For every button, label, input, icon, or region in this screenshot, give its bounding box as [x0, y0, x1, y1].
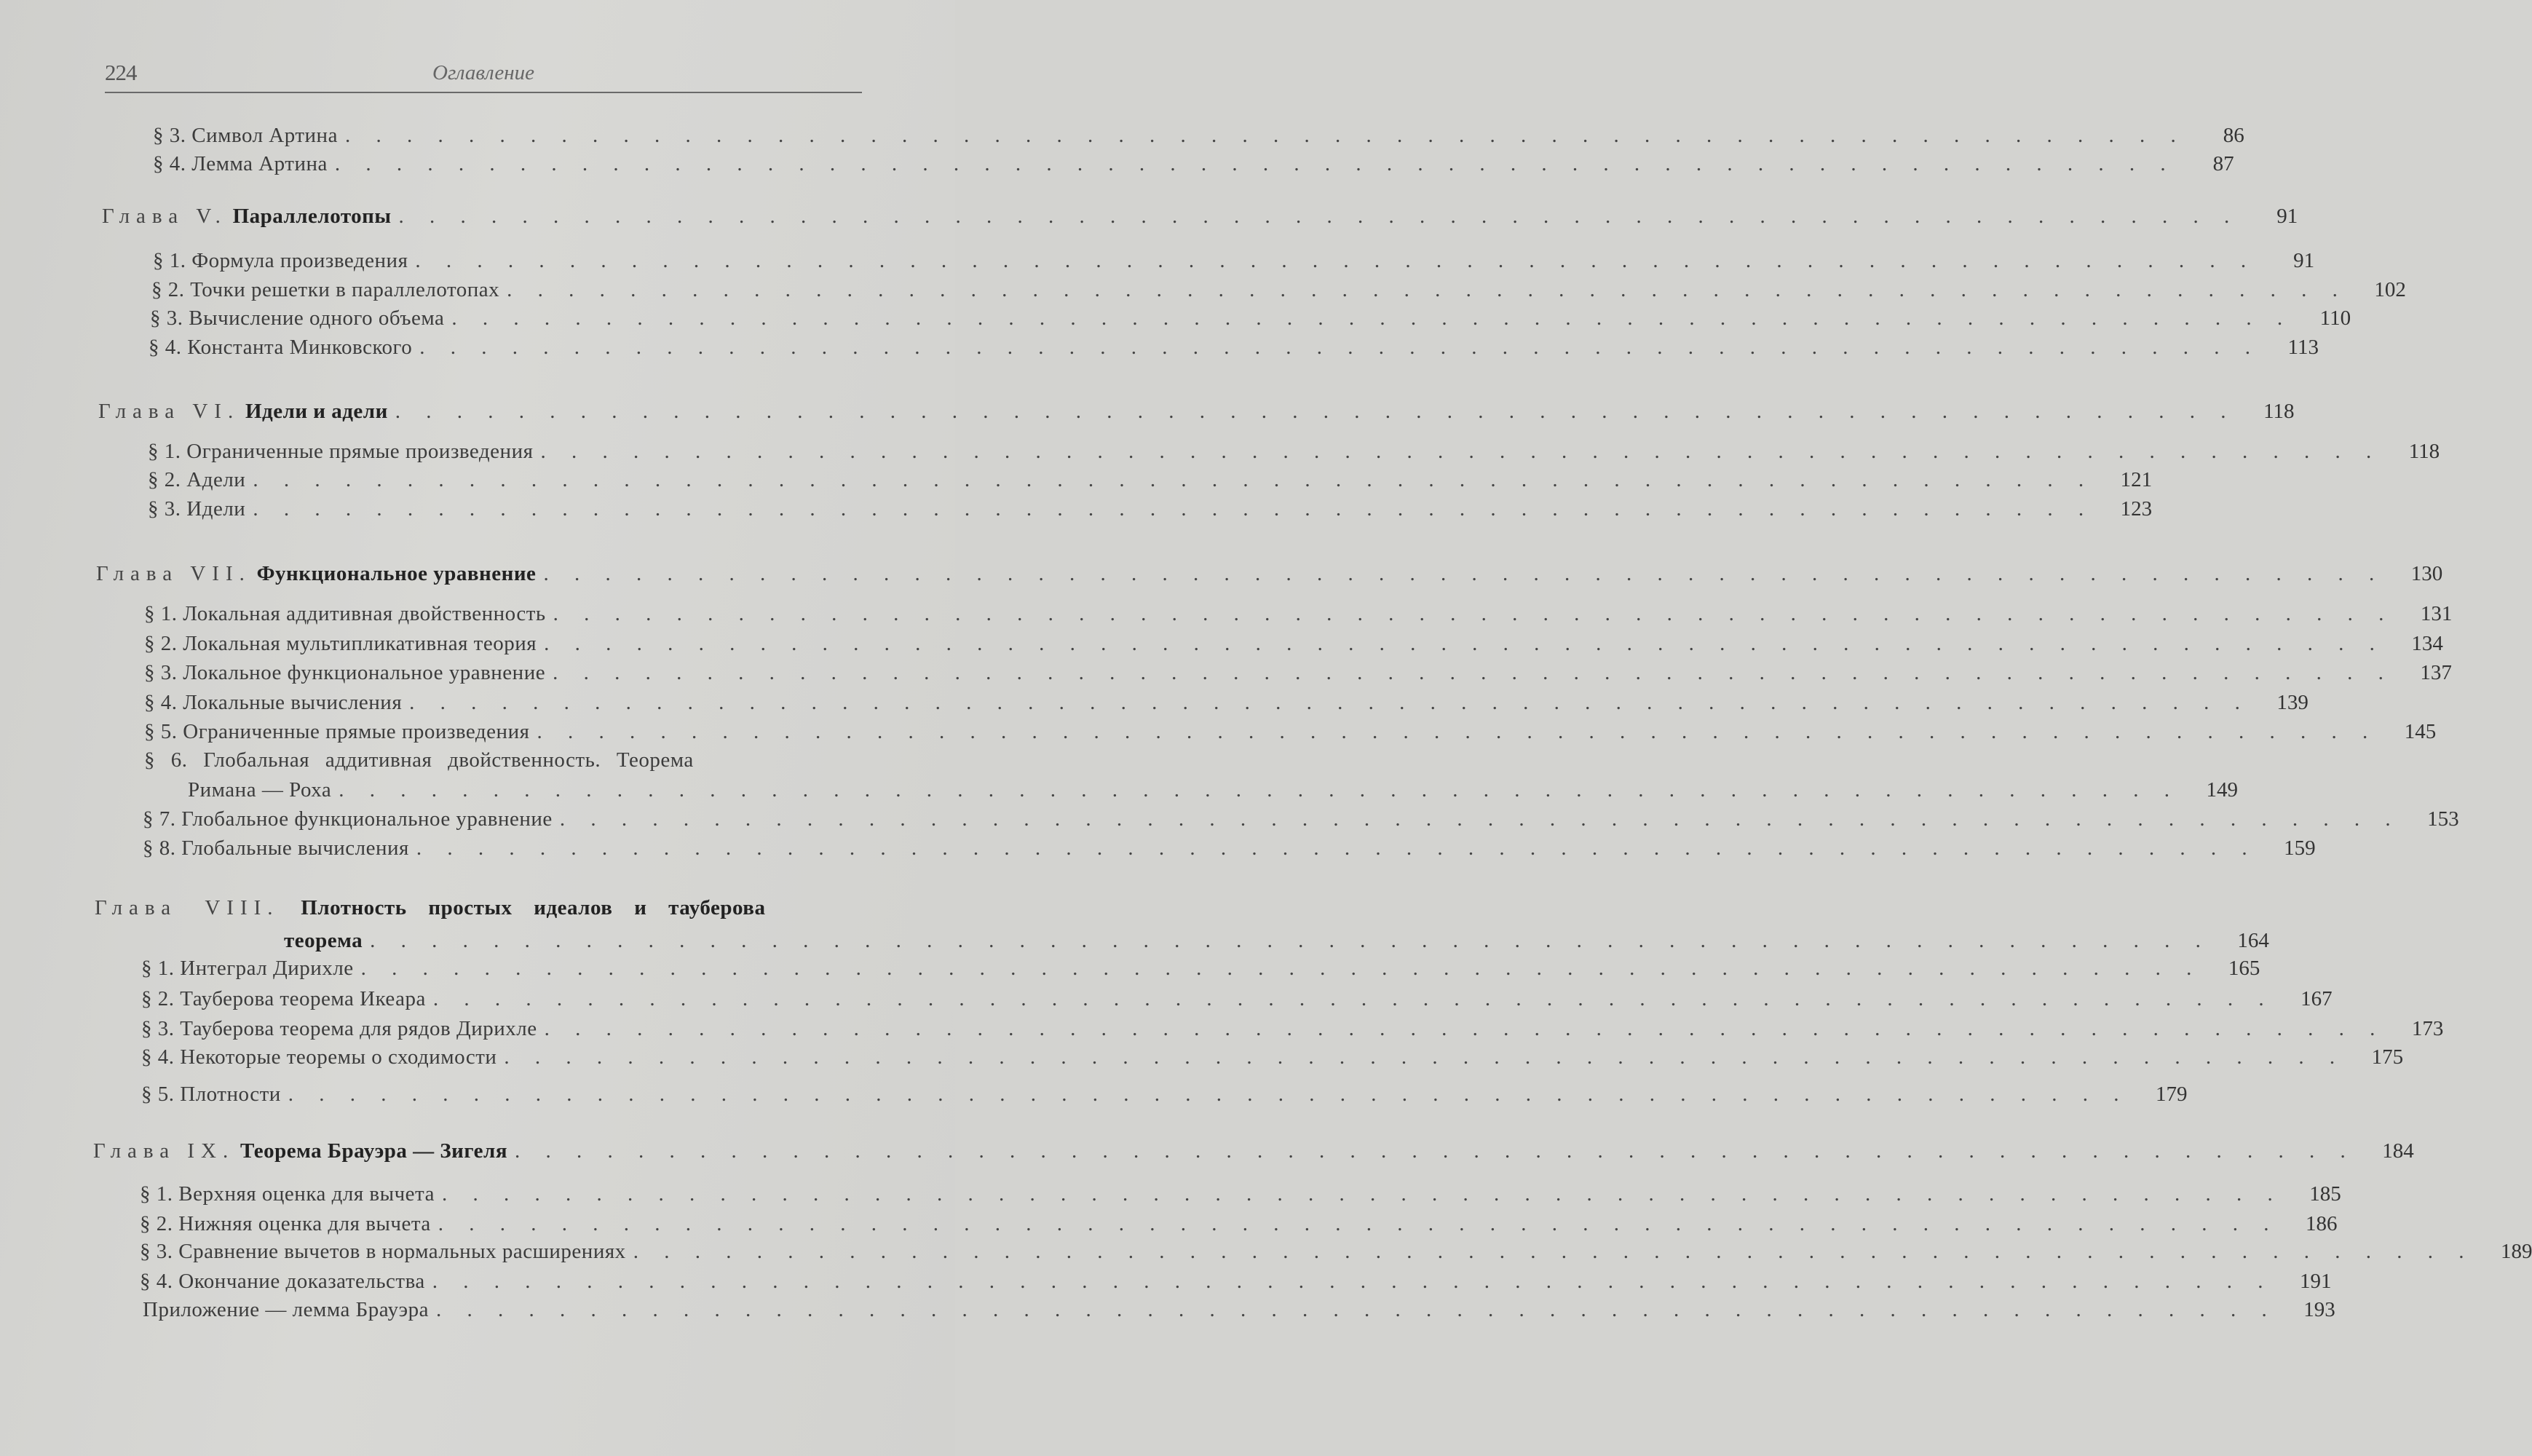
dot-leader: . . . . . . . . . . . . . . . . . . . . . . . . . . . . . . . . . . . . . . . . . . . . . . . . . . . . . . . . . . . . [438, 1212, 2279, 1235]
entry-label [148, 468, 245, 492]
toc-entry [153, 249, 2315, 278]
dot-leader: . . . . . . . . . . . . . . . . . . . . . . . . . . . . . . . . . . . . . . . . . . . . . . . . . . . . . . . . . . . . [398, 205, 2240, 228]
section-title: § 5. Плотности [141, 1083, 281, 1106]
page-ref: 86 [2223, 124, 2244, 147]
toc-entry [151, 278, 2406, 307]
toc-entry [140, 1182, 2341, 1211]
dot-leader: . . . . . . . . . . . . . . . . . . . . . . . . . . . . . . . . . . . . . . . . . . . . . . . . . . . . . . . . . . . . [370, 929, 2211, 952]
toc-entry [143, 836, 2316, 866]
page-ref: 137 [2420, 661, 2452, 684]
entry-label [144, 691, 402, 715]
toc-entry [144, 748, 866, 778]
toc-entry [153, 124, 2244, 153]
page-ref: 118 [2408, 440, 2440, 463]
entry-label [151, 278, 499, 302]
page-number: 224 [105, 60, 137, 85]
entry-label [141, 1083, 281, 1107]
toc-entry [141, 1017, 2444, 1046]
section-title: § 5. Ограниченные прямые произведения [144, 720, 530, 743]
chapter-entry [93, 1139, 2414, 1168]
dot-leader: . . . . . . . . . . . . . . . . . . . . . . . . . . . . . . . . . . . . . . . . . . . . . . . . . . . . . . . . . . . . [507, 278, 2348, 301]
entry-label [188, 778, 331, 802]
dot-leader: . . . . . . . . . . . . . . . . . . . . . . . . . . . . . . . . . . . . . . . . . . . . . . . . . . . . . . . . . . . . [436, 1298, 2277, 1321]
running-header [105, 58, 862, 93]
dot-leader: . . . . . . . . . . . . . . . . . . . . . . . . . . . . . . . . . . . . . . . . . . . . . . . . . . . . . . . . . . . . [288, 1083, 2129, 1106]
chapter-entry [98, 400, 2295, 429]
page-ref: 175 [2371, 1045, 2404, 1069]
entry-label [141, 1045, 496, 1069]
section-title: § 4. Константа Минковского [149, 336, 413, 359]
entry-label [149, 336, 412, 360]
page-ref: 121 [2120, 468, 2153, 491]
entry-label [148, 497, 245, 521]
running-title: Оглавление [432, 61, 534, 84]
dot-leader: . . . . . . . . . . . . . . . . . . . . . . . . . . . . . . . . . . . . . . . . . . . . . . . . . . . . . . . . . . . . [553, 661, 2394, 684]
chapter-entry [102, 205, 2298, 234]
dot-leader: . . . . . . . . . . . . . . . . . . . . . . . . . . . . . . . . . . . . . . . . . . . . . . . . . . . . . . . . . . . . [334, 152, 2176, 175]
page-ref: 139 [2276, 691, 2309, 714]
toc-entry [144, 661, 2452, 690]
dot-leader: . . . . . . . . . . . . . . . . . . . . . . . . . . . . . . . . . . . . . . . . . . . . . . . . . . . . . . . . . . . . [415, 249, 2257, 272]
chapter-title: Плотность простых идеалов и тауберова [301, 896, 766, 919]
entry-label [153, 249, 408, 273]
dot-leader: . . . . . . . . . . . . . . . . . . . . . . . . . . . . . . . . . . . . . . . . . . . . . . . . . . . . . . . . . . . . [543, 562, 2385, 585]
entry-label [153, 124, 338, 148]
chapter-entry [96, 562, 2443, 591]
page-ref: 179 [2156, 1083, 2188, 1106]
toc-entry [284, 929, 2269, 958]
toc-entry [141, 1045, 2404, 1075]
dot-leader: . . . . . . . . . . . . . . . . . . . . . . . . . . . . . . . . . . . . . . . . . . . . . . . . . . . . . . . . . . . . [544, 632, 2385, 655]
entry-label [140, 1212, 431, 1236]
page-ref: 145 [2404, 720, 2437, 743]
section-title: § 4. Локальные вычисления [144, 691, 403, 714]
page-ref: 91 [2276, 205, 2298, 228]
chapter-title: Функциональное уравнение [256, 562, 537, 585]
entry-label [143, 1298, 429, 1322]
section-title: § 7. Глобальное функциональное уравнение [143, 807, 553, 831]
entry-label [144, 748, 694, 772]
chapter-number: Глава VIII. [95, 896, 280, 919]
page-ref: 149 [2206, 778, 2238, 802]
section-title: § 8. Глобальные вычисления [143, 836, 409, 860]
toc-entry [140, 1240, 2532, 1269]
toc-entry [144, 632, 2443, 661]
toc-entry [144, 720, 2437, 749]
toc-entry [143, 807, 2459, 836]
entry-label [143, 807, 553, 831]
section-title: Приложение — лемма Брауэра [143, 1298, 429, 1321]
toc-entry [153, 152, 2234, 181]
page-ref: 191 [2300, 1270, 2332, 1293]
entry-label [140, 1240, 626, 1264]
section-title: Римана — Роха [188, 778, 332, 802]
section-title: § 1. Интеграл Дирихле [141, 957, 354, 980]
entry-label [144, 661, 545, 685]
chapter-number: Глава V. [102, 205, 227, 228]
section-title: § 3. Локальное функциональное уравнение [144, 661, 546, 684]
entry-label [96, 562, 536, 586]
entry-label [102, 205, 392, 229]
dot-leader: . . . . . . . . . . . . . . . . . . . . . . . . . . . . . . . . . . . . . . . . . . . . . . . . . . . . . . . . . . . . [395, 400, 2236, 423]
page-ref: 184 [2382, 1139, 2414, 1163]
page-ref: 134 [2411, 632, 2443, 655]
dot-leader: . . . . . . . . . . . . . . . . . . . . . . . . . . . . . . . . . . . . . . . . . . . . . . . . . . . . . . . . . . . . [553, 602, 2394, 625]
page-ref: 102 [2374, 278, 2406, 301]
entry-label [153, 152, 328, 176]
dot-leader: . . . . . . . . . . . . . . . . . . . . . . . . . . . . . . . . . . . . . . . . . . . . . . . . . . . . . . . . . . . . [559, 807, 2401, 831]
page-ref: 189 [2500, 1240, 2532, 1263]
entry-label [98, 400, 388, 424]
entry-label [95, 896, 765, 920]
dot-leader: . . . . . . . . . . . . . . . . . . . . . . . . . . . . . . . . . . . . . . . . . . . . . . . . . . . . . . . . . . . . [339, 778, 2180, 802]
toc-entry [140, 1212, 2338, 1241]
toc-entry [148, 440, 2440, 469]
dot-leader: . . . . . . . . . . . . . . . . . . . . . . . . . . . . . . . . . . . . . . . . . . . . . . . . . . . . . . . . . . . . [441, 1182, 2283, 1206]
page-ref: 118 [2263, 400, 2295, 423]
entry-label [141, 987, 426, 1011]
section-title: § 2. Точки решетки в параллелотопах [151, 278, 500, 301]
section-title: § 4. Лемма Артина [153, 152, 328, 175]
entry-label [141, 1017, 537, 1041]
section-title: § 2. Адели [148, 468, 246, 491]
page-ref: 153 [2427, 807, 2459, 831]
section-title: § 1. Формула произведения [153, 249, 408, 272]
dot-leader: . . . . . . . . . . . . . . . . . . . . . . . . . . . . . . . . . . . . . . . . . . . . . . . . . . . . . . . . . . . . [416, 836, 2258, 860]
chapter-entry [95, 896, 866, 925]
dot-leader: . . . . . . . . . . . . . . . . . . . . . . . . . . . . . . . . . . . . . . . . . . . . . . . . . . . . . . . . . . . . [253, 497, 2094, 521]
toc-entry [141, 987, 2333, 1016]
dot-leader: . . . . . . . . . . . . . . . . . . . . . . . . . . . . . . . . . . . . . . . . . . . . . . . . . . . . . . . . . . . . [432, 987, 2274, 1010]
toc-entry [141, 957, 2260, 986]
dot-leader: . . . . . . . . . . . . . . . . . . . . . . . . . . . . . . . . . . . . . . . . . . . . . . . . . . . . . . . . . . . . [537, 720, 2378, 743]
toc-entry [141, 1083, 2188, 1112]
page-ref: 164 [2237, 929, 2269, 952]
section-title: § 6. Глобальная аддитивная двойственность. Теорема [144, 748, 694, 772]
page-ref: 110 [2319, 306, 2351, 330]
toc-entry [148, 497, 2153, 526]
section-title: § 4. Окончание доказательства [140, 1270, 425, 1293]
toc-entry [150, 306, 2351, 336]
section-title: § 1. Верхняя оценка для вычета [140, 1182, 435, 1206]
page-ref: 165 [2228, 957, 2260, 980]
dot-leader: . . . . . . . . . . . . . . . . . . . . . . . . . . . . . . . . . . . . . . . . . . . . . . . . . . . . . . . . . . . . [451, 306, 2293, 330]
section-title: § 2. Нижняя оценка для вычета [140, 1212, 431, 1235]
section-title: § 4. Некоторые теоремы о сходимости [141, 1045, 497, 1069]
section-title: § 3. Вычисление одного объема [150, 306, 445, 330]
page-ref: 186 [2305, 1212, 2338, 1235]
toc-entry [140, 1270, 2332, 1299]
chapter-number: Глава IX. [93, 1139, 235, 1163]
dot-leader: . . . . . . . . . . . . . . . . . . . . . . . . . . . . . . . . . . . . . . . . . . . . . . . . . . . . . . . . . . . . [633, 1240, 2474, 1263]
section-title: § 3. Символ Артина [153, 124, 338, 147]
toc-entry [188, 778, 2238, 807]
toc-entry [144, 691, 2309, 720]
chapter-title: Теорема Брауэра — Зигеля [240, 1139, 508, 1163]
entry-label [140, 1182, 435, 1206]
section-title: § 2. Тауберова теорема Икеара [141, 987, 426, 1010]
page-ref: 131 [2420, 602, 2453, 625]
page-ref: 185 [2309, 1182, 2341, 1206]
page-ref: 130 [2410, 562, 2443, 585]
entry-label [93, 1139, 507, 1163]
chapter-number: Глава VII. [96, 562, 251, 585]
section-title: § 3. Сравнение вычетов в нормальных расширениях [140, 1240, 626, 1263]
entry-label [144, 632, 537, 656]
chapter-title: Параллелотопы [232, 205, 392, 228]
page-ref: 167 [2300, 987, 2333, 1010]
chapter-title: Идели и адели [245, 400, 388, 423]
toc-entry [144, 602, 2453, 631]
page-ref: 123 [2120, 497, 2153, 521]
entry-label [150, 306, 444, 331]
entry-label [144, 602, 546, 626]
entry-label [148, 440, 533, 464]
chapter-title: теорема [284, 929, 363, 952]
chapter-number: Глава VI. [98, 400, 240, 423]
dot-leader: . . . . . . . . . . . . . . . . . . . . . . . . . . . . . . . . . . . . . . . . . . . . . . . . . . . . . . . . . . . . [253, 468, 2094, 491]
dot-leader: . . . . . . . . . . . . . . . . . . . . . . . . . . . . . . . . . . . . . . . . . . . . . . . . . . . . . . . . . . . . [515, 1139, 2356, 1163]
entry-label [144, 720, 529, 744]
page-ref: 193 [2303, 1298, 2335, 1321]
page-ref: 87 [2212, 152, 2234, 175]
dot-leader: . . . . . . . . . . . . . . . . . . . . . . . . . . . . . . . . . . . . . . . . . . . . . . . . . . . . . . . . . . . . [504, 1045, 2346, 1069]
dot-leader: . . . . . . . . . . . . . . . . . . . . . . . . . . . . . . . . . . . . . . . . . . . . . . . . . . . . . . . . . . . . [419, 336, 2260, 359]
toc-entry [148, 468, 2153, 497]
dot-leader: . . . . . . . . . . . . . . . . . . . . . . . . . . . . . . . . . . . . . . . . . . . . . . . . . . . . . . . . . . . . [409, 691, 2250, 714]
dot-leader: . . . . . . . . . . . . . . . . . . . . . . . . . . . . . . . . . . . . . . . . . . . . . . . . . . . . . . . . . . . . [544, 1017, 2386, 1040]
toc-entry [143, 1298, 2335, 1327]
dot-leader: . . . . . . . . . . . . . . . . . . . . . . . . . . . . . . . . . . . . . . . . . . . . . . . . . . . . . . . . . . . . [344, 124, 2186, 147]
entry-label [140, 1270, 425, 1294]
section-title: § 3. Тауберова теорема для рядов Дирихле [141, 1017, 537, 1040]
page-ref: 91 [2293, 249, 2315, 272]
page-ref: 113 [2287, 336, 2319, 359]
section-title: § 1. Локальная аддитивная двойственность [144, 602, 546, 625]
section-title: § 2. Локальная мультипликативная теория [144, 632, 537, 655]
section-title: § 1. Ограниченные прямые произведения [148, 440, 534, 463]
section-title: § 3. Идели [148, 497, 246, 521]
page-ref: 173 [2411, 1017, 2444, 1040]
entry-label [143, 836, 409, 860]
entry-label [284, 929, 363, 953]
dot-leader: . . . . . . . . . . . . . . . . . . . . . . . . . . . . . . . . . . . . . . . . . . . . . . . . . . . . . . . . . . . . [432, 1270, 2274, 1293]
entry-label [141, 957, 354, 981]
page-ref: 159 [2284, 836, 2316, 860]
dot-leader: . . . . . . . . . . . . . . . . . . . . . . . . . . . . . . . . . . . . . . . . . . . . . . . . . . . . . . . . . . . . [540, 440, 2382, 463]
dot-leader: . . . . . . . . . . . . . . . . . . . . . . . . . . . . . . . . . . . . . . . . . . . . . . . . . . . . . . . . . . . . [360, 957, 2202, 980]
toc-entry [149, 336, 2319, 365]
